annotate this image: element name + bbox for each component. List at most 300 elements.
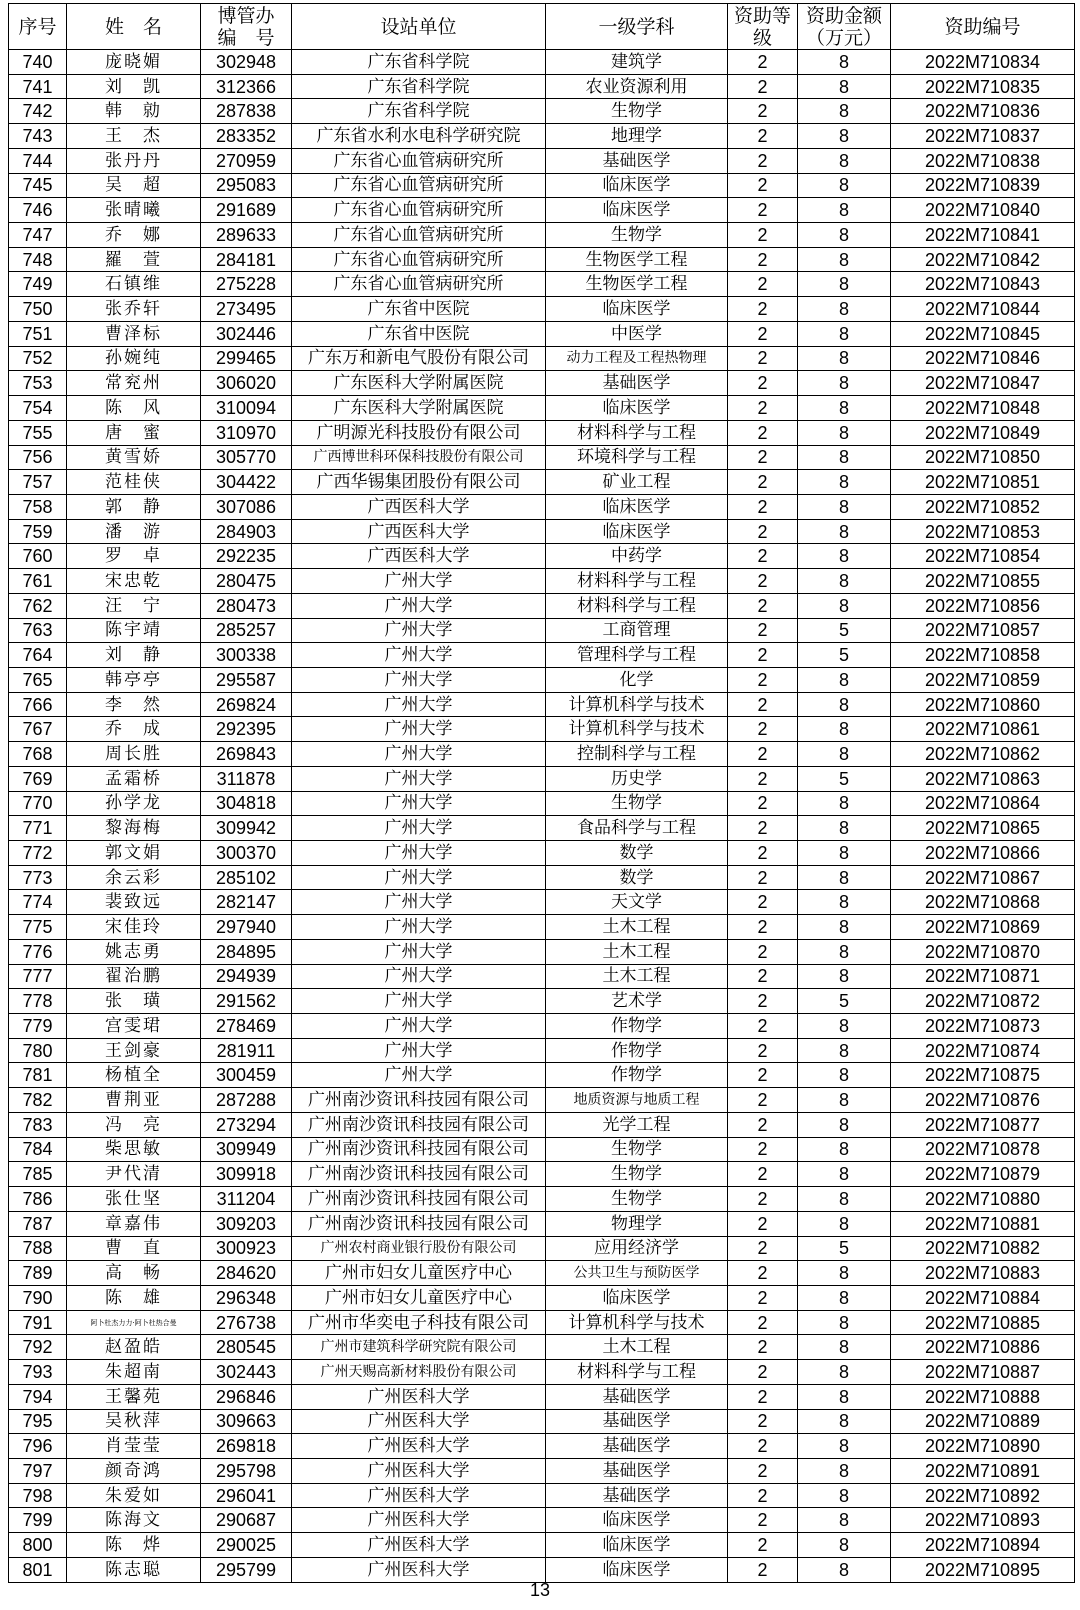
cell-amount: 8 (798, 148, 891, 173)
cell-amount: 8 (798, 1434, 891, 1459)
cell-amount: 8 (798, 593, 891, 618)
cell-discipline: 中药学 (546, 544, 728, 569)
table-row (9, 1112, 1075, 1137)
cell-grade: 2 (728, 74, 798, 99)
cell-unit: 广西医科大学 (292, 494, 546, 519)
cell-office-id: 280475 (201, 569, 292, 594)
cell-funding-id: 2022M710895 (891, 1557, 1075, 1582)
cell-discipline: 管理科学与工程 (546, 643, 728, 668)
cell-grade: 2 (728, 841, 798, 866)
cell-discipline: 基础医学 (546, 371, 728, 396)
cell-funding-id: 2022M710841 (891, 223, 1075, 248)
cell-seq: 783 (9, 1112, 67, 1137)
cell-office-id: 269843 (201, 742, 292, 767)
header-funding-id: 资助编号 (891, 4, 1075, 50)
cell-name: 黎海梅 (67, 816, 201, 841)
cell-seq: 743 (9, 124, 67, 149)
cell-amount: 8 (798, 692, 891, 717)
cell-funding-id: 2022M710877 (891, 1112, 1075, 1137)
cell-amount: 8 (798, 99, 891, 124)
cell-unit: 广东省心血管病研究所 (292, 148, 546, 173)
cell-seq: 780 (9, 1038, 67, 1063)
cell-amount: 8 (798, 173, 891, 198)
cell-discipline: 生物学 (546, 99, 728, 124)
cell-funding-id: 2022M710838 (891, 148, 1075, 173)
cell-office-id: 278469 (201, 1014, 292, 1039)
cell-discipline: 临床医学 (546, 519, 728, 544)
cell-office-id: 302948 (201, 50, 292, 75)
cell-name: 乔 娜 (67, 223, 201, 248)
cell-name: 潘 游 (67, 519, 201, 544)
cell-funding-id: 2022M710866 (891, 841, 1075, 866)
cell-discipline: 基础医学 (546, 1384, 728, 1409)
cell-unit: 广州大学 (292, 593, 546, 618)
cell-amount: 8 (798, 420, 891, 445)
cell-office-id: 300370 (201, 841, 292, 866)
cell-grade: 2 (728, 1434, 798, 1459)
cell-amount: 8 (798, 396, 891, 421)
table-row (9, 1458, 1075, 1483)
table-row (9, 544, 1075, 569)
cell-seq: 781 (9, 1063, 67, 1088)
cell-name: 余云彩 (67, 865, 201, 890)
cell-name: 吴秋萍 (67, 1409, 201, 1434)
cell-funding-id: 2022M710844 (891, 297, 1075, 322)
cell-funding-id: 2022M710890 (891, 1434, 1075, 1459)
cell-amount: 8 (798, 1409, 891, 1434)
cell-grade: 2 (728, 1335, 798, 1360)
cell-amount: 8 (798, 1162, 891, 1187)
table-row (9, 667, 1075, 692)
cell-funding-id: 2022M710843 (891, 272, 1075, 297)
cell-seq: 792 (9, 1335, 67, 1360)
cell-amount: 8 (798, 321, 891, 346)
cell-name: 庞晓媚 (67, 50, 201, 75)
cell-seq: 778 (9, 989, 67, 1014)
cell-office-id: 289633 (201, 223, 292, 248)
table-row (9, 321, 1075, 346)
cell-office-id: 280545 (201, 1335, 292, 1360)
table-row (9, 223, 1075, 248)
cell-seq: 784 (9, 1137, 67, 1162)
cell-grade: 2 (728, 915, 798, 940)
cell-amount: 8 (798, 1335, 891, 1360)
cell-office-id: 295587 (201, 667, 292, 692)
cell-name: 陈志聪 (67, 1557, 201, 1582)
cell-seq: 764 (9, 643, 67, 668)
cell-amount: 8 (798, 1038, 891, 1063)
cell-office-id: 304818 (201, 791, 292, 816)
cell-office-id: 312366 (201, 74, 292, 99)
cell-amount: 8 (798, 1211, 891, 1236)
cell-unit: 广州医科大学 (292, 1434, 546, 1459)
cell-grade: 2 (728, 742, 798, 767)
cell-office-id: 297940 (201, 915, 292, 940)
cell-grade: 2 (728, 173, 798, 198)
cell-unit: 广州大学 (292, 939, 546, 964)
cell-discipline: 计算机科学与技术 (546, 717, 728, 742)
cell-unit: 广西医科大学 (292, 544, 546, 569)
cell-unit: 广州大学 (292, 915, 546, 940)
cell-unit: 广东省中医院 (292, 321, 546, 346)
cell-unit: 广东医科大学附属医院 (292, 396, 546, 421)
cell-discipline: 天文学 (546, 890, 728, 915)
cell-seq: 786 (9, 1187, 67, 1212)
cell-name: 孟霜桥 (67, 766, 201, 791)
cell-amount: 8 (798, 1285, 891, 1310)
cell-amount: 8 (798, 1557, 891, 1582)
cell-office-id: 292235 (201, 544, 292, 569)
cell-funding-id: 2022M710884 (891, 1285, 1075, 1310)
table-row (9, 1038, 1075, 1063)
cell-discipline: 建筑学 (546, 50, 728, 75)
header-grade: 资助等 级 (728, 4, 798, 50)
cell-name: 王 杰 (67, 124, 201, 149)
cell-unit: 广州市建筑科学研究院有限公司 (292, 1335, 546, 1360)
cell-office-id: 309203 (201, 1211, 292, 1236)
cell-amount: 5 (798, 643, 891, 668)
cell-name: 杨植全 (67, 1063, 201, 1088)
cell-amount: 8 (798, 742, 891, 767)
cell-unit: 广州大学 (292, 643, 546, 668)
cell-discipline: 临床医学 (546, 396, 728, 421)
cell-grade: 2 (728, 396, 798, 421)
cell-unit: 广州大学 (292, 964, 546, 989)
table-row (9, 1335, 1075, 1360)
cell-funding-id: 2022M710871 (891, 964, 1075, 989)
cell-grade: 2 (728, 321, 798, 346)
cell-funding-id: 2022M710852 (891, 494, 1075, 519)
cell-seq: 760 (9, 544, 67, 569)
cell-discipline: 生物学 (546, 1137, 728, 1162)
cell-discipline: 材料科学与工程 (546, 1360, 728, 1385)
cell-seq: 796 (9, 1434, 67, 1459)
cell-grade: 2 (728, 1088, 798, 1113)
cell-grade: 2 (728, 420, 798, 445)
cell-office-id: 305770 (201, 445, 292, 470)
cell-office-id: 311878 (201, 766, 292, 791)
cell-amount: 8 (798, 841, 891, 866)
cell-funding-id: 2022M710859 (891, 667, 1075, 692)
cell-discipline: 计算机科学与技术 (546, 692, 728, 717)
cell-name: 羅 萱 (67, 247, 201, 272)
cell-funding-id: 2022M710891 (891, 1458, 1075, 1483)
cell-grade: 2 (728, 272, 798, 297)
cell-funding-id: 2022M710867 (891, 865, 1075, 890)
cell-grade: 2 (728, 1360, 798, 1385)
cell-unit: 广州大学 (292, 1038, 546, 1063)
cell-amount: 8 (798, 544, 891, 569)
table-row (9, 396, 1075, 421)
table-row (9, 1557, 1075, 1582)
cell-unit: 广州大学 (292, 890, 546, 915)
header-amount: 资助金额 （万元） (798, 4, 891, 50)
cell-funding-id: 2022M710889 (891, 1409, 1075, 1434)
cell-unit: 广州南沙资讯科技园有限公司 (292, 1137, 546, 1162)
cell-name: 朱超南 (67, 1360, 201, 1385)
cell-office-id: 310094 (201, 396, 292, 421)
cell-grade: 2 (728, 890, 798, 915)
table-row (9, 1360, 1075, 1385)
cell-office-id: 285257 (201, 618, 292, 643)
cell-unit: 广州医科大学 (292, 1557, 546, 1582)
table-row (9, 717, 1075, 742)
cell-unit: 广州大学 (292, 618, 546, 643)
cell-grade: 2 (728, 50, 798, 75)
cell-seq: 790 (9, 1285, 67, 1310)
cell-name: 李 然 (67, 692, 201, 717)
cell-name: 吴 超 (67, 173, 201, 198)
cell-discipline: 材料科学与工程 (546, 569, 728, 594)
cell-grade: 2 (728, 865, 798, 890)
cell-funding-id: 2022M710876 (891, 1088, 1075, 1113)
header-office-id: 博管办 编 号 (201, 4, 292, 50)
cell-unit: 广东万和新电气股份有限公司 (292, 346, 546, 371)
cell-seq: 740 (9, 50, 67, 75)
cell-discipline: 临床医学 (546, 297, 728, 322)
cell-discipline: 材料科学与工程 (546, 593, 728, 618)
cell-amount: 8 (798, 371, 891, 396)
cell-unit: 广东省科学院 (292, 74, 546, 99)
cell-office-id: 285102 (201, 865, 292, 890)
cell-seq: 775 (9, 915, 67, 940)
cell-funding-id: 2022M710873 (891, 1014, 1075, 1039)
cell-discipline: 作物学 (546, 1014, 728, 1039)
cell-unit: 广东省中医院 (292, 297, 546, 322)
cell-name: 王馨苑 (67, 1384, 201, 1409)
table-row (9, 1014, 1075, 1039)
cell-name: 尹代清 (67, 1162, 201, 1187)
cell-unit: 广州天赐高新材料股份有限公司 (292, 1360, 546, 1385)
cell-unit: 广州大学 (292, 569, 546, 594)
cell-office-id: 273294 (201, 1112, 292, 1137)
cell-name: 高 畅 (67, 1261, 201, 1286)
cell-unit: 广东省心血管病研究所 (292, 173, 546, 198)
cell-name: 汪 宁 (67, 593, 201, 618)
cell-amount: 8 (798, 494, 891, 519)
cell-amount: 8 (798, 1088, 891, 1113)
cell-seq: 801 (9, 1557, 67, 1582)
cell-grade: 2 (728, 544, 798, 569)
cell-unit: 广州南沙资讯科技园有限公司 (292, 1112, 546, 1137)
cell-office-id: 302446 (201, 321, 292, 346)
cell-discipline: 临床医学 (546, 173, 728, 198)
table-row (9, 247, 1075, 272)
cell-grade: 2 (728, 692, 798, 717)
cell-funding-id: 2022M710845 (891, 321, 1075, 346)
cell-seq: 741 (9, 74, 67, 99)
cell-office-id: 295798 (201, 1458, 292, 1483)
cell-grade: 2 (728, 494, 798, 519)
cell-funding-id: 2022M710870 (891, 939, 1075, 964)
cell-discipline: 生物学 (546, 223, 728, 248)
cell-seq: 750 (9, 297, 67, 322)
cell-name: 周长胜 (67, 742, 201, 767)
cell-funding-id: 2022M710837 (891, 124, 1075, 149)
cell-seq: 787 (9, 1211, 67, 1236)
cell-unit: 广州大学 (292, 791, 546, 816)
cell-funding-id: 2022M710880 (891, 1187, 1075, 1212)
cell-name: 曹荆亚 (67, 1088, 201, 1113)
cell-name: 范桂侠 (67, 470, 201, 495)
cell-grade: 2 (728, 1038, 798, 1063)
cell-seq: 794 (9, 1384, 67, 1409)
cell-seq: 758 (9, 494, 67, 519)
cell-name: 张丹丹 (67, 148, 201, 173)
cell-seq: 755 (9, 420, 67, 445)
cell-office-id: 290687 (201, 1508, 292, 1533)
cell-funding-id: 2022M710849 (891, 420, 1075, 445)
table-row (9, 742, 1075, 767)
table-row (9, 173, 1075, 198)
cell-discipline: 中医学 (546, 321, 728, 346)
cell-office-id: 292395 (201, 717, 292, 742)
header-seq: 序号 (9, 4, 67, 50)
cell-seq: 744 (9, 148, 67, 173)
cell-seq: 742 (9, 99, 67, 124)
cell-unit: 广州南沙资讯科技园有限公司 (292, 1211, 546, 1236)
cell-office-id: 290025 (201, 1533, 292, 1558)
table-row (9, 692, 1075, 717)
table-row (9, 989, 1075, 1014)
cell-name: 裴致远 (67, 890, 201, 915)
table-row (9, 272, 1075, 297)
table-row (9, 964, 1075, 989)
cell-unit: 广东医科大学附属医院 (292, 371, 546, 396)
cell-office-id: 309942 (201, 816, 292, 841)
cell-discipline: 控制科学与工程 (546, 742, 728, 767)
cell-office-id: 284620 (201, 1261, 292, 1286)
cell-funding-id: 2022M710872 (891, 989, 1075, 1014)
cell-name: 张 璜 (67, 989, 201, 1014)
cell-seq: 756 (9, 445, 67, 470)
cell-unit: 广州大学 (292, 692, 546, 717)
cell-discipline: 食品科学与工程 (546, 816, 728, 841)
cell-unit: 广州医科大学 (292, 1508, 546, 1533)
cell-amount: 8 (798, 1483, 891, 1508)
cell-seq: 798 (9, 1483, 67, 1508)
cell-funding-id: 2022M710887 (891, 1360, 1075, 1385)
cell-discipline: 临床医学 (546, 198, 728, 223)
cell-discipline: 生物医学工程 (546, 272, 728, 297)
cell-discipline: 环境科学与工程 (546, 445, 728, 470)
cell-unit: 广东省水利水电科学研究院 (292, 124, 546, 149)
cell-name: 郭文娟 (67, 841, 201, 866)
cell-office-id: 273495 (201, 297, 292, 322)
cell-name: 柴思敏 (67, 1137, 201, 1162)
cell-funding-id: 2022M710888 (891, 1384, 1075, 1409)
cell-office-id: 295799 (201, 1557, 292, 1582)
cell-grade: 2 (728, 1285, 798, 1310)
cell-grade: 2 (728, 99, 798, 124)
cell-funding-id: 2022M710893 (891, 1508, 1075, 1533)
cell-amount: 8 (798, 223, 891, 248)
cell-funding-id: 2022M710869 (891, 915, 1075, 940)
cell-office-id: 300923 (201, 1236, 292, 1261)
cell-funding-id: 2022M710854 (891, 544, 1075, 569)
cell-grade: 2 (728, 1112, 798, 1137)
cell-unit: 广州市妇女儿童医疗中心 (292, 1261, 546, 1286)
cell-amount: 8 (798, 1187, 891, 1212)
cell-funding-id: 2022M710851 (891, 470, 1075, 495)
cell-name: 郭 静 (67, 494, 201, 519)
cell-office-id: 307086 (201, 494, 292, 519)
cell-name: 陈 风 (67, 396, 201, 421)
cell-seq: 774 (9, 890, 67, 915)
cell-funding-id: 2022M710863 (891, 766, 1075, 791)
cell-name: 朱爱如 (67, 1483, 201, 1508)
cell-grade: 2 (728, 1137, 798, 1162)
cell-amount: 5 (798, 618, 891, 643)
table-row (9, 890, 1075, 915)
cell-amount: 8 (798, 124, 891, 149)
cell-office-id: 281911 (201, 1038, 292, 1063)
cell-office-id: 270959 (201, 148, 292, 173)
table-row (9, 519, 1075, 544)
cell-grade: 2 (728, 643, 798, 668)
cell-unit: 广东省心血管病研究所 (292, 272, 546, 297)
cell-unit: 广州大学 (292, 717, 546, 742)
cell-office-id: 295083 (201, 173, 292, 198)
cell-discipline: 基础医学 (546, 1409, 728, 1434)
table-row (9, 1063, 1075, 1088)
cell-name: 孙学龙 (67, 791, 201, 816)
table-row (9, 593, 1075, 618)
table-row (9, 148, 1075, 173)
cell-amount: 8 (798, 569, 891, 594)
table-row (9, 569, 1075, 594)
table-row (9, 1137, 1075, 1162)
cell-discipline: 矿业工程 (546, 470, 728, 495)
cell-unit: 广州大学 (292, 841, 546, 866)
cell-name: 阿卜杜杰力力·阿卜杜热合曼 (67, 1310, 201, 1335)
cell-grade: 2 (728, 1162, 798, 1187)
cell-unit: 广州医科大学 (292, 1384, 546, 1409)
cell-discipline: 临床医学 (546, 494, 728, 519)
cell-grade: 2 (728, 297, 798, 322)
cell-funding-id: 2022M710883 (891, 1261, 1075, 1286)
cell-name: 肖莹莹 (67, 1434, 201, 1459)
cell-funding-id: 2022M710875 (891, 1063, 1075, 1088)
table-row (9, 1211, 1075, 1236)
cell-seq: 765 (9, 667, 67, 692)
cell-discipline: 物理学 (546, 1211, 728, 1236)
cell-amount: 8 (798, 816, 891, 841)
cell-funding-id: 2022M710842 (891, 247, 1075, 272)
cell-office-id: 296348 (201, 1285, 292, 1310)
cell-funding-id: 2022M710881 (891, 1211, 1075, 1236)
cell-unit: 广明源光科技股份有限公司 (292, 420, 546, 445)
cell-grade: 2 (728, 816, 798, 841)
cell-name: 黄雪娇 (67, 445, 201, 470)
cell-amount: 8 (798, 445, 891, 470)
cell-seq: 797 (9, 1458, 67, 1483)
cell-amount: 8 (798, 198, 891, 223)
table-row (9, 74, 1075, 99)
cell-office-id: 269818 (201, 1434, 292, 1459)
cell-amount: 8 (798, 717, 891, 742)
cell-funding-id: 2022M710862 (891, 742, 1075, 767)
cell-grade: 2 (728, 1236, 798, 1261)
table-row (9, 1533, 1075, 1558)
table-row (9, 371, 1075, 396)
cell-amount: 5 (798, 766, 891, 791)
cell-grade: 2 (728, 470, 798, 495)
cell-name: 赵盈皓 (67, 1335, 201, 1360)
cell-funding-id: 2022M710839 (891, 173, 1075, 198)
cell-funding-id: 2022M710857 (891, 618, 1075, 643)
cell-seq: 771 (9, 816, 67, 841)
